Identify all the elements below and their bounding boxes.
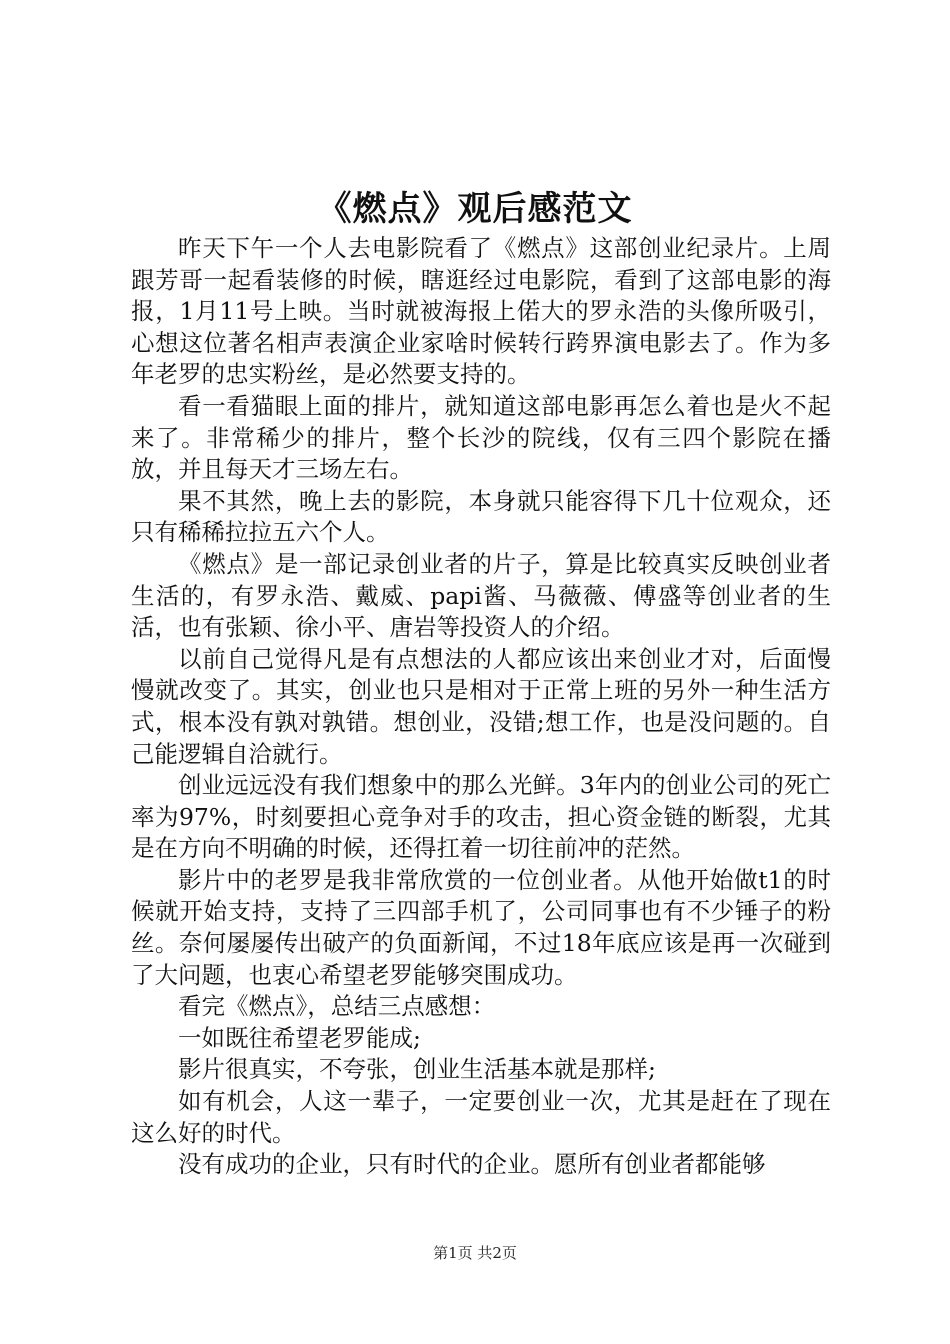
paragraph: 影片很真实，不夸张，创业生活基本就是那样; (178, 1055, 656, 1084)
paragraph: 如有机会，人这一辈子，一定要创业一次，尤其是赶在了现在这么好的时代。 (131, 1087, 831, 1147)
paragraph: 创业远远没有我们想象中的那么光鲜。3年内的创业公司的死亡率为97%，时刻要担心竞争对手的攻击，担心资金链的断裂，尤其是在方向不明确的时候，还得扛着一切往前冲的茫然。 (131, 771, 831, 863)
paragraph: 看一看猫眼上面的排片，就知道这部电影再怎么着也是火不起来了。非常稀少的排片，整个长沙的院线，仅有三四个影院在播放，并且每天才三场左右。 (131, 391, 831, 484)
paragraph: 看完《燃点》，总结三点感想： (178, 992, 496, 1021)
page-number-footer: 第1页 共2页 (433, 1244, 517, 1262)
paragraph: 没有成功的企业，只有时代的企业。愿所有创业者都能够 (178, 1150, 766, 1179)
document-title: 《燃点》观后感范文 (317, 189, 633, 229)
paragraph: 《燃点》是一部记录创业者的片子，算是比较真实反映创业者生活的，有罗永浩、戴威、papi酱、马薇薇、傅盛等创业者的生活，也有张颖、徐小平、唐岩等投资人的介绍。 (131, 549, 831, 642)
paragraph: 以前自己觉得凡是有点想法的人都应该出来创业才对，后面慢慢就改变了。其实，创业也只是相对于正常上班的另外一种生活方式，根本没有孰对孰错。想创业，没错;想工作，也是没问题的。自己能逻辑自洽就行。 (131, 644, 831, 768)
document-body (131, 233, 831, 1181)
paragraph: 昨天下午一个人去电影院看了《燃点》这部创业纪录片。上周跟芳哥一起看装修的时候，瞎逛经过电影院，看到了这部电影的海报，1月11号上映。当时就被海报上偌大的罗永浩的头像所吸引，心想这位著名相声表演企业家啥时候转行跨界演电影去了。作为多年老罗的忠实粉丝，是必然要支持的。 (131, 234, 831, 389)
paragraph: 一如既往希望老罗能成; (178, 1023, 421, 1052)
paragraph: 影片中的老罗是我非常欣赏的一位创业者。从他开始做t1的时候就开始支持，支持了三四部手机了，公司同事也有不少锤子的粉丝。奈何屡屡传出破产的负面新闻，不过18年底应该是再一次碰到了大问题，也衷心希望老罗能够突围成功。 (131, 865, 831, 989)
paragraph: 果不其然，晚上去的影院，本身就只能容得下几十位观众，还只有稀稀拉拉五六个人。 (131, 486, 831, 547)
